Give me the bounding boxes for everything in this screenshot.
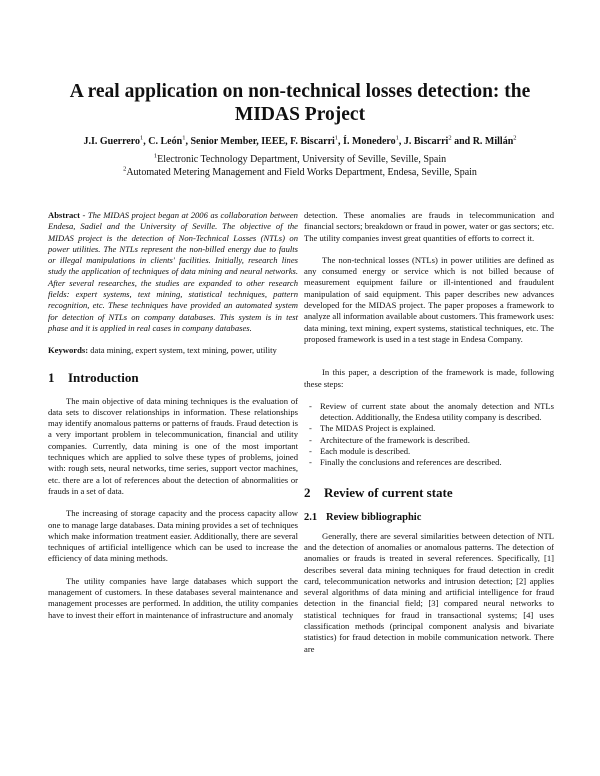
affiliation-2 xyxy=(40,166,560,179)
subsection-number: 2.1 xyxy=(304,511,318,523)
author-affiliation-mark: 1 xyxy=(182,134,186,142)
author-name: C. León xyxy=(148,136,183,147)
abstract-dash: - xyxy=(79,210,88,220)
keywords xyxy=(48,345,298,356)
paper-title: A real application on non-technical losses detection: the MIDAS Project xyxy=(69,81,531,125)
list-item: - Finally the conclusions and references are described. xyxy=(304,457,554,468)
subsection-title: Review bibliographic xyxy=(326,511,422,523)
author-affiliation-mark: 1 xyxy=(334,134,339,142)
left-column xyxy=(48,210,298,632)
author-affiliation-mark: 2 xyxy=(513,134,517,142)
subsection-heading xyxy=(304,511,554,524)
section-heading-review xyxy=(304,485,554,500)
author-affiliation-mark: 1 xyxy=(395,134,399,142)
section-heading-introduction xyxy=(48,370,298,385)
section-number: 1 xyxy=(48,369,55,385)
paragraph: detection. These anomalies are frauds in telecommunication and financial sectors; breakdown or fraud in power, water or gas sectors; etc. The utility companies invest great quantities of efforts to correct it. xyxy=(304,210,554,243)
author-name: J.I. Guerrero xyxy=(83,136,141,147)
author-affiliation-mark: 1 xyxy=(140,134,144,142)
affiliation-text: Automated Metering Management and Field Works Department, Endesa, Seville, Spain xyxy=(126,167,477,178)
section-title: Introduction xyxy=(68,369,139,385)
section-number: 2 xyxy=(304,484,311,500)
section-title: Review of current state xyxy=(324,484,453,500)
author-name: R. Millán xyxy=(472,136,514,147)
list-item: - The MIDAS Project is explained. xyxy=(304,423,554,434)
keywords-text: data mining, expert system, text mining, power, utility xyxy=(88,345,277,356)
keywords-label: Keywords: xyxy=(48,345,89,356)
list-item: - Each module is described. xyxy=(304,446,554,457)
author-name: J. Biscarri xyxy=(403,136,449,147)
steps-list xyxy=(304,401,554,469)
affiliation-mark: 1 xyxy=(153,152,158,160)
author-name: Í. Monedero xyxy=(343,136,396,147)
paragraph: In this paper, a description of the framework is made, following these steps: xyxy=(304,367,554,389)
paragraph: The main objective of data mining techniques is the evaluation of data sets to discover relationships in information. These relationships may identify anomalous patterns or patterns of frauds. Fraud detection is a very important problem in telecommunication, financial and utility companies. Currently, data mining is one of the most important techniques which are applied to solve these types of problems, joined with: rough sets, neural networks, time series, support vector machines, etc. there are a lot of references about the detection of abnormalities or frauds in a set of data. xyxy=(48,395,298,496)
paragraph: The increasing of storage capacity and the process capacity allow one to manage large databases. Data mining provides a set of techniques which make information treatment easier. Additionally, there are several techniques of artificial intelligence which can be used to increase the efficiency of data mining methods. xyxy=(48,508,298,564)
author-line: J.I. Guerrero$^1$, C. León$^1$, Senior Member, IEEE, F. Biscarri$^1$, Í. Monedero$^1$, J. Biscarri$^2$ and R. Millán$^2$ xyxy=(83,134,517,147)
paragraph: Generally, there are several similarities between detection of NTL and the detection of anomalies or anomalous patterns. The detection of anomalies or frauds is treated in several references. Specifically, [1] describes several data mining techniques for fraud detection in credit card, telecommunication networks and intrusion detection; [2] applies several algorithms of data mining and artificial intelligence for fraud detection in the financial field; [3] compared neural networks to statistical techniques for fraud in transactional systems; [4] uses classification methods (principal component analysis and bivariate statistics) for fraud detection in mobile communication network. There are xyxy=(304,530,554,654)
list-item: - Architecture of the framework is described. xyxy=(304,435,554,446)
paragraph: The non-technical losses (NTLs) in power utilities are defined as any consumed energy or service which is not billed because of measurement equipment failure or ill-intentioned and fraudulent manipulation of said equipment. This paper describes new advances developed for the MIDAS project. The paper proposes a framework to analyze all information available about customers. This framework uses: data mining, text mining, expert systems, statistical techniques, etc. The proposed framework is used in a test stage in Endesa Company. xyxy=(304,254,554,344)
abstract xyxy=(48,210,298,334)
author-name: F. Biscarri xyxy=(290,136,335,147)
author-title: , Senior Member, IEEE xyxy=(185,136,286,147)
list-item: - Review of current state about the anomaly detection and NTLs detection. Additionally, the Endesa utility company is described. xyxy=(304,401,554,424)
affiliation-mark: 2 xyxy=(123,165,127,173)
abstract-text: The MIDAS project began at 2006 as collaboration between Endesa, Sadiel and the University of Seville. The objective of the MIDAS project is the detection of Non-Technical Losses (NTLs) on power utilities. The NTLs represent the non-billed energy due to faults or illegal manipulations in clients' facilities. Initially, research lines study the application of techniques of data mining and neural networks. After several researches, the studies are expanded to other research fields: expert systems, text mining, statistical techniques, pattern recognition, etc. These techniques have provided an automated system for detection of NTLs on company databases. This system is in test phase and it is applied in real cases in company databases. xyxy=(48,210,298,333)
right-column xyxy=(304,210,554,666)
affiliation-1 xyxy=(40,153,560,166)
affiliation-text: Electronic Technology Department, University of Seville, Seville, Spain xyxy=(157,154,447,165)
abstract-label: Abstract xyxy=(48,210,80,220)
paragraph: The utility companies have large databases which support the management of customers. In these databases several maintenance and management processes are performed. In addition, the utility companies have to invest their effort in maintenance of infrastructure and anomaly xyxy=(48,575,298,620)
author-affiliation-mark: 2 xyxy=(448,134,452,142)
